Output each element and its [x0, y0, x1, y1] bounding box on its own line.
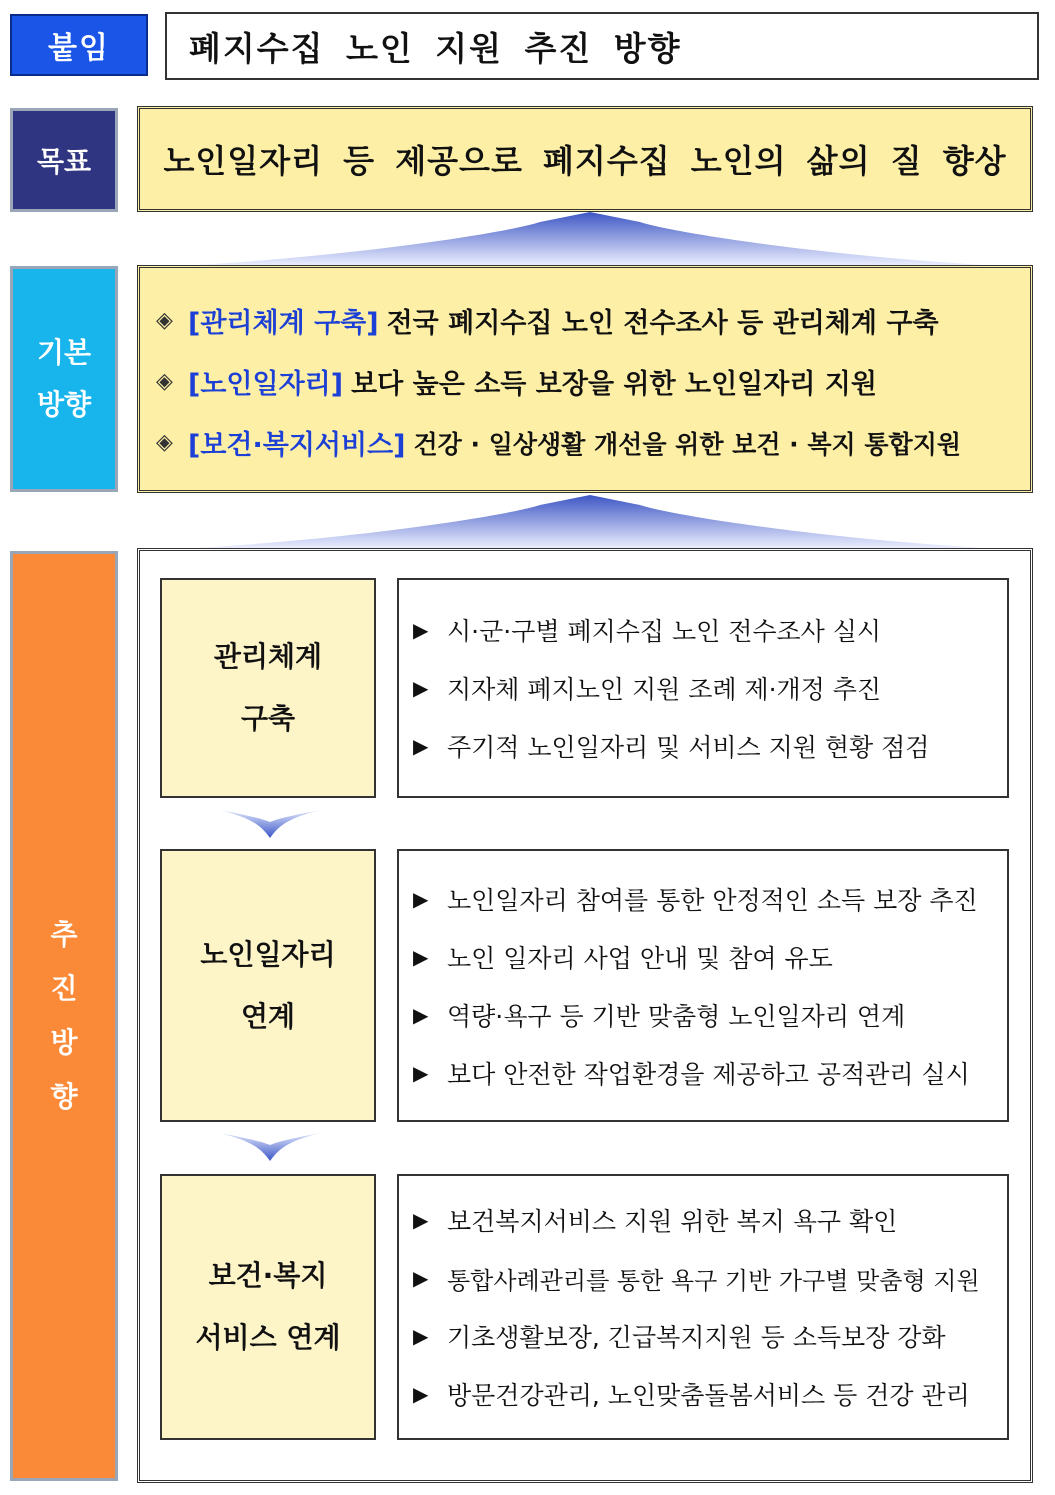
step-1-details — [397, 578, 1009, 798]
diamond-bullet-icon: ◈ — [156, 308, 173, 333]
triangle-bullet-icon: ▶ — [413, 1324, 429, 1348]
detail-text: 노인일자리 참여를 통한 안정적인 소득 보장 추진 — [447, 885, 978, 915]
triangle-bullet-icon: ▶ — [413, 1060, 429, 1085]
detail-item — [413, 1191, 1007, 1249]
basic-direction-box — [137, 265, 1033, 493]
basic-item-label: [보건·복지서비스] — [188, 430, 406, 461]
step-title-line: 서비스 연계 — [195, 1321, 341, 1354]
goal-tag: 목표 — [10, 108, 118, 212]
step-title-line: 노인일자리 — [200, 937, 336, 971]
step-title-line: 보건·복지 — [208, 1259, 328, 1292]
triangle-bullet-icon: ▶ — [413, 676, 429, 700]
basic-item-text: 건강 · 일상생활 개선을 위한 보건 · 복지 통합지원 — [413, 429, 961, 459]
diamond-bullet-icon: ◈ — [156, 430, 173, 455]
step-senior-jobs — [160, 849, 376, 1122]
detail-item — [413, 928, 1007, 986]
page-title: 폐지수집 노인 지원 추진 방향 — [165, 12, 1039, 80]
diamond-bullet-icon: ◈ — [156, 369, 173, 394]
basic-item — [156, 412, 1012, 473]
triangle-bullet-icon: ▶ — [413, 1266, 429, 1290]
detail-item — [413, 986, 1007, 1044]
triangle-bullet-icon: ▶ — [413, 1208, 429, 1232]
detail-item — [413, 1307, 1007, 1365]
detail-text: 통합사례관리를 통한 욕구 기반 가구별 맞춤형 지원 — [447, 1266, 980, 1295]
basic-direction-tag — [10, 266, 118, 492]
basic-item — [156, 290, 1012, 351]
down-arrow-connector-icon — [220, 1133, 320, 1163]
detail-text: 기초생활보장, 긴급복지지원 등 소득보장 강화 — [447, 1323, 946, 1352]
detail-text: 지자체 폐지노인 지원 조례 제·개정 추진 — [447, 675, 882, 704]
detail-text: 주기적 노인일자리 및 서비스 지원 현황 점검 — [447, 733, 930, 762]
basic-item-text: 보다 높은 소득 보장을 위한 노인일자리 지원 — [351, 369, 877, 400]
up-arrow-fan-2 — [180, 495, 1000, 551]
triangle-bullet-icon: ▶ — [413, 1382, 429, 1406]
basic-item-label: [노인일자리] — [188, 369, 344, 400]
step-health-welfare — [160, 1174, 376, 1440]
down-arrow-connector-icon — [220, 810, 320, 840]
detail-text: 시·군·구별 폐지수집 노인 전수조사 실시 — [447, 617, 882, 646]
push-tag-char: 방 — [50, 1026, 78, 1059]
step-3-details — [397, 1174, 1009, 1440]
attachment-tag: 붙임 — [10, 14, 148, 76]
step-title-line: 구축 — [240, 702, 296, 735]
triangle-bullet-icon: ▶ — [413, 944, 429, 969]
push-direction-tag — [10, 551, 118, 1481]
basic-tag-line-1: 기본 — [36, 336, 92, 369]
step-2-details — [397, 849, 1009, 1122]
basic-item-label: [관리체계 구축] — [188, 308, 379, 339]
triangle-bullet-icon: ▶ — [413, 886, 429, 911]
triangle-bullet-icon: ▶ — [413, 734, 429, 758]
basic-item-text: 전국 폐지수집 노인 전수조사 등 관리체계 구축 — [386, 308, 939, 339]
detail-item — [413, 1365, 1007, 1423]
basic-item — [156, 351, 1012, 412]
detail-item — [413, 1249, 1007, 1307]
detail-text: 노인 일자리 사업 안내 및 참여 유도 — [447, 943, 833, 973]
detail-item — [413, 717, 1007, 775]
goal-statement: 노인일자리 등 제공으로 폐지수집 노인의 삶의 질 향상 — [137, 106, 1033, 212]
basic-tag-line-2: 방향 — [36, 388, 92, 421]
step-title-line: 관리체계 — [213, 640, 323, 673]
detail-text: 보다 안전한 작업환경을 제공하고 공적관리 실시 — [447, 1059, 970, 1089]
push-tag-char: 진 — [50, 972, 78, 1005]
push-tag-char: 향 — [50, 1080, 78, 1113]
detail-text: 방문건강관리, 노인맞춤돌봄서비스 등 건강 관리 — [447, 1381, 970, 1410]
detail-item — [413, 659, 1007, 717]
triangle-bullet-icon: ▶ — [413, 618, 429, 642]
detail-text: 보건복지서비스 지원 위한 복지 욕구 확인 — [447, 1207, 898, 1236]
up-arrow-fan-1 — [180, 212, 1000, 268]
detail-text: 역량·욕구 등 기반 맞춤형 노인일자리 연계 — [447, 1001, 906, 1031]
push-tag-char: 추 — [50, 918, 78, 951]
detail-item — [413, 870, 1007, 928]
detail-item — [413, 601, 1007, 659]
triangle-bullet-icon: ▶ — [413, 1002, 429, 1027]
detail-item — [413, 1044, 1007, 1102]
step-title-line: 연계 — [240, 999, 296, 1033]
step-management-system — [160, 578, 376, 798]
